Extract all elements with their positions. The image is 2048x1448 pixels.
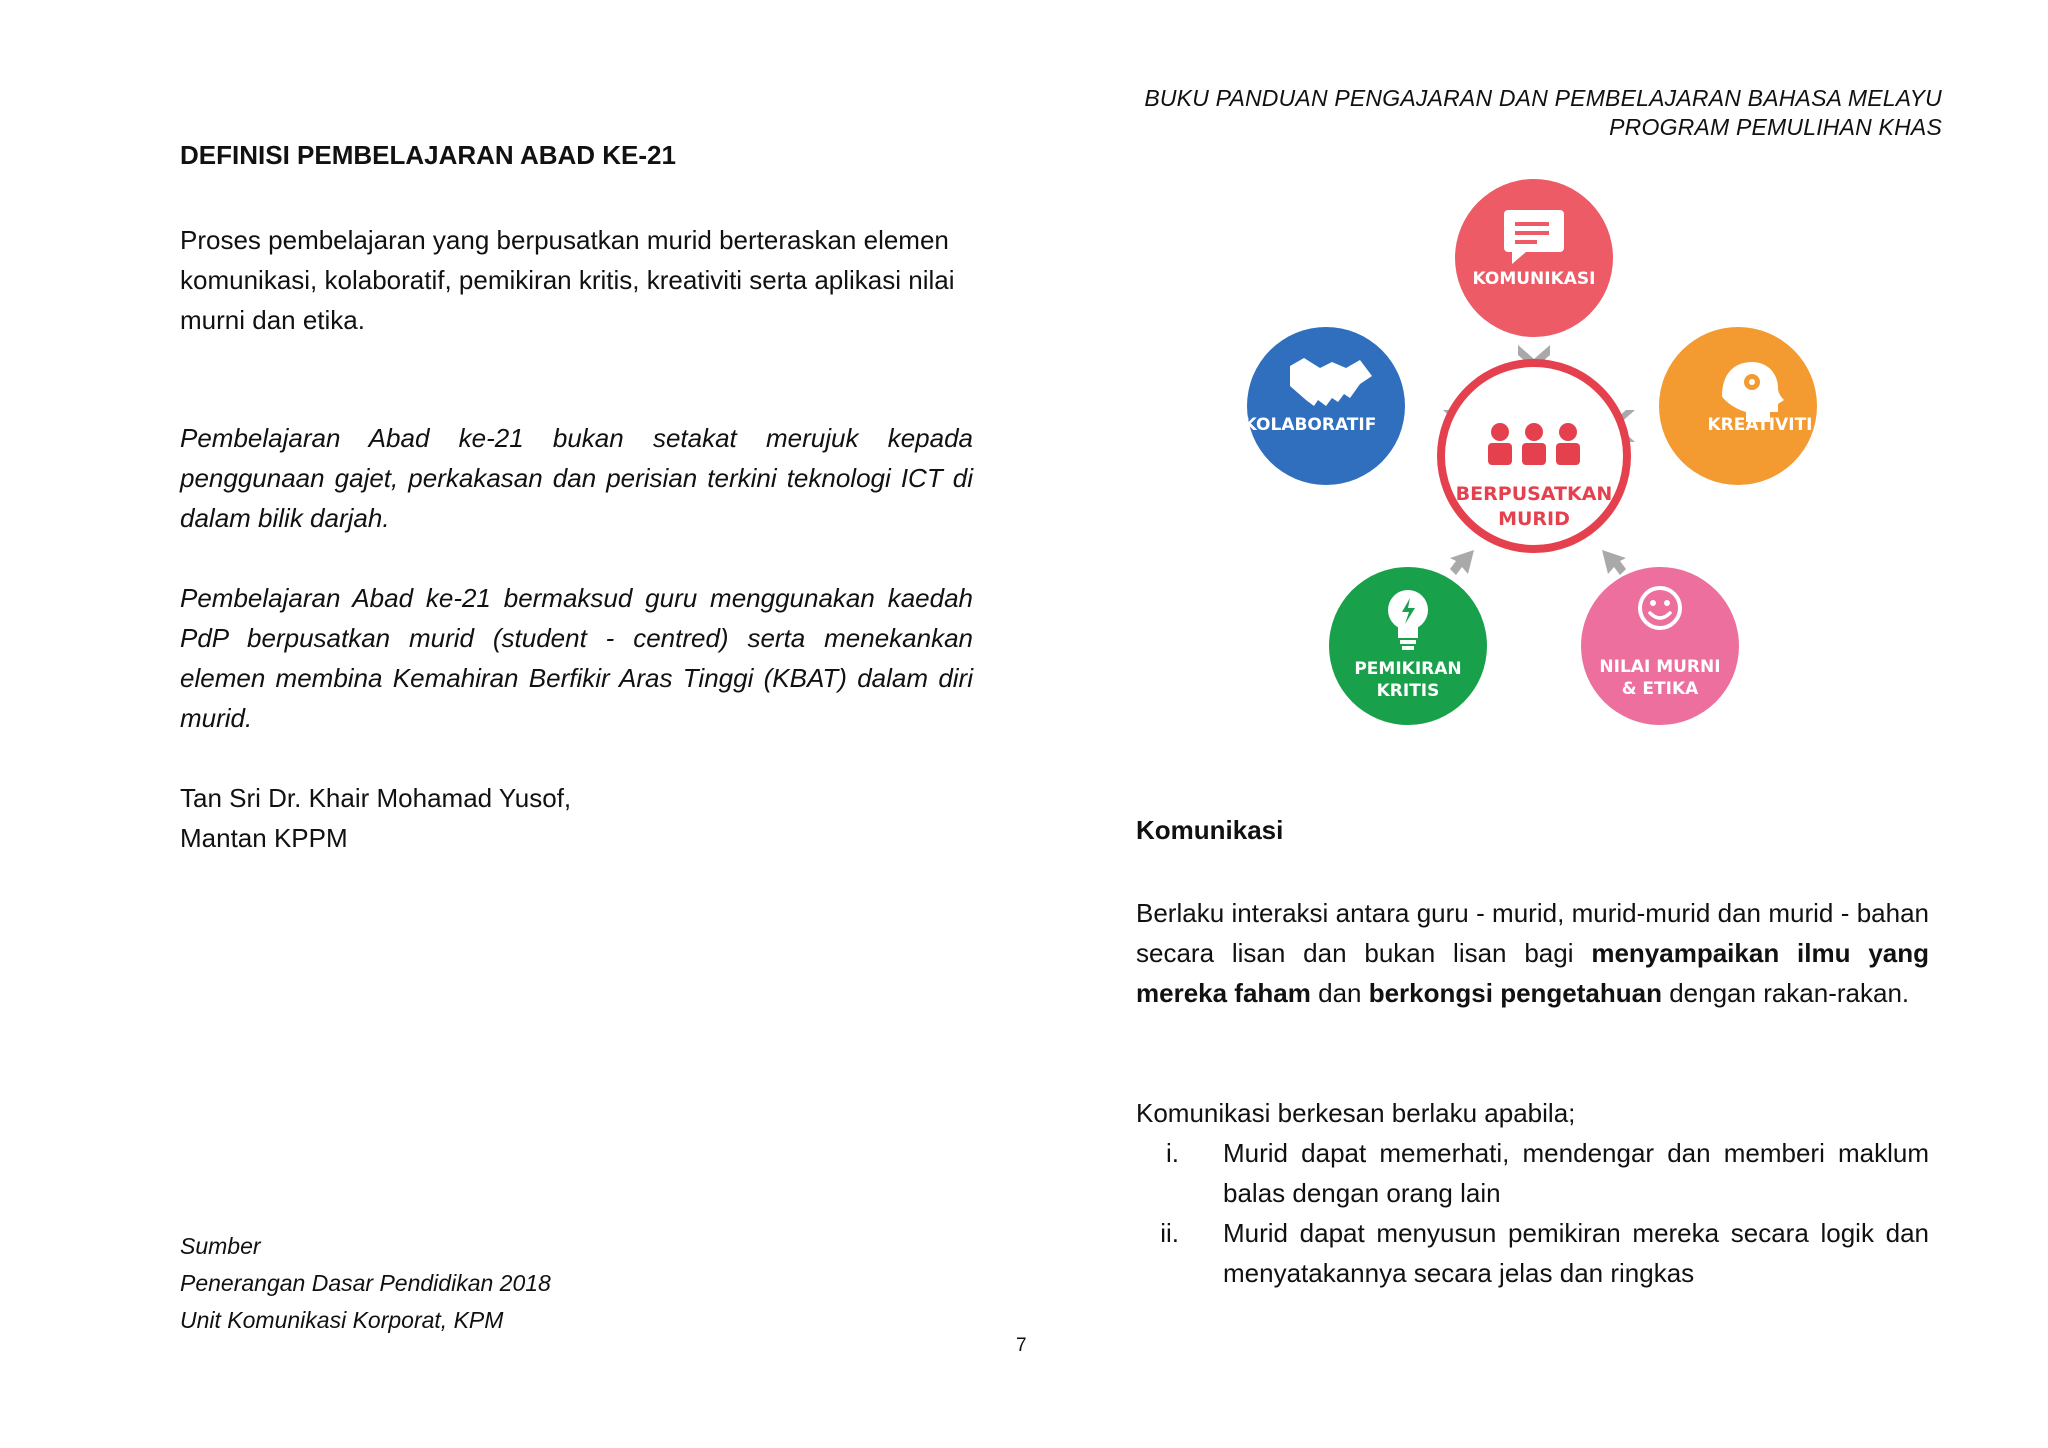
center-circle (1441, 363, 1627, 549)
pemikiran-label-line-1: PEMIKIRAN (1354, 659, 1462, 679)
page-number: 7 (1016, 1335, 1027, 1356)
effective-communication-intro: Komunikasi berkesan berlaku apabila; (1136, 1098, 1576, 1128)
source-line-2: Unit Komunikasi Korporat, KPM (180, 1307, 504, 1333)
source-label: Sumber (180, 1233, 261, 1259)
nilai-label-line-2: & ETIKA (1621, 679, 1699, 699)
quote-attribution (180, 778, 571, 858)
komunikasi-node (1455, 179, 1613, 337)
komunikasi-bold-1: menyampaikan ilmu yang mereka faham (1136, 938, 1929, 1008)
komunikasi-text-1: Berlaku interaksi antara guru - murid, murid-murid dan murid - bahan secara lisan dan bukan lisan bagi (1136, 898, 1929, 968)
nilai-label-line-1: NILAI MURNI (1599, 657, 1721, 677)
left-page-title: DEFINISI PEMBELAJARAN ABAD KE-21 (180, 140, 676, 170)
running-header (1144, 84, 1942, 142)
pemikiran-label-line-2: KRITIS (1376, 681, 1440, 701)
center-label-line-1: BERPUSATKAN (1455, 483, 1613, 505)
komunikasi-text-3: dengan rakan-rakan. (1661, 978, 1910, 1008)
kreativiti-node (1659, 327, 1817, 485)
list-item-number: ii. (1160, 1218, 1179, 1248)
header-line-2: PROGRAM PEMULIHAN KHAS (1609, 114, 1942, 140)
kolaboratif-node (1244, 327, 1405, 485)
list-item-number: i. (1166, 1138, 1179, 1168)
list-item-text: Murid dapat menyusun pemikiran mereka secara logik dan menyatakannya secara jelas dan ringkas (1223, 1218, 1929, 1288)
list-item-text: Murid dapat memerhati, mendengar dan memberi maklum balas dengan orang lain (1223, 1138, 1929, 1208)
author-name: Tan Sri Dr. Khair Mohamad Yusof, (180, 783, 572, 813)
kreativiti-label: KREATIVITI (1707, 415, 1813, 435)
definition-paragraph: Proses pembelajaran yang berpusatkan murid berteraskan elemen komunikasi, kolaboratif, pemikiran kritis, kreativiti serta aplikasi nilai murni dan etika. (180, 225, 955, 335)
quote-paragraph-2: Pembelajaran Abad ke-21 bermaksud guru menggunakan kaedah PdP berpusatkan murid (student - centred) serta menekankan elemen membina Kemahiran Berfikir Aras Tinggi (KBAT) dalam diri murid. (180, 583, 973, 733)
source-line-1: Penerangan Dasar Pendidikan 2018 (180, 1270, 551, 1296)
komunikasi-label: KOMUNIKASI (1472, 269, 1596, 289)
komunikasi-paragraph (1136, 893, 1929, 1013)
list-item (1136, 1133, 1929, 1213)
header-line-1: BUKU PANDUAN PENGAJARAN DAN PEMBELAJARAN BAHASA MELAYU (1144, 85, 1942, 111)
effective-communication-list (1136, 1133, 1929, 1293)
center-label-line-2: MURID (1498, 508, 1570, 530)
section-title-komunikasi: Komunikasi (1136, 815, 1284, 845)
arrow-nilai-icon (1602, 550, 1626, 575)
arrow-pemikiran-icon (1450, 550, 1474, 575)
pemikiran-kritis-node (1329, 567, 1487, 725)
students-icon (1488, 423, 1580, 465)
kolaboratif-label: KOLABORATIF (1243, 415, 1377, 435)
komunikasi-text-2: dan (1310, 978, 1369, 1008)
source-block (180, 1228, 551, 1339)
author-title: Mantan KPPM (180, 823, 348, 853)
komunikasi-bold-2: berkongsi pengetahuan (1368, 978, 1662, 1008)
list-item (1136, 1213, 1929, 1293)
nilai-murni-node (1581, 567, 1739, 725)
21st-century-learning-diagram (1228, 170, 1848, 760)
quote-paragraph-1: Pembelajaran Abad ke-21 bukan setakat merujuk kepada penggunaan gajet, perkakasan dan perisian terkini teknologi ICT di dalam bilik darjah. (180, 423, 973, 533)
